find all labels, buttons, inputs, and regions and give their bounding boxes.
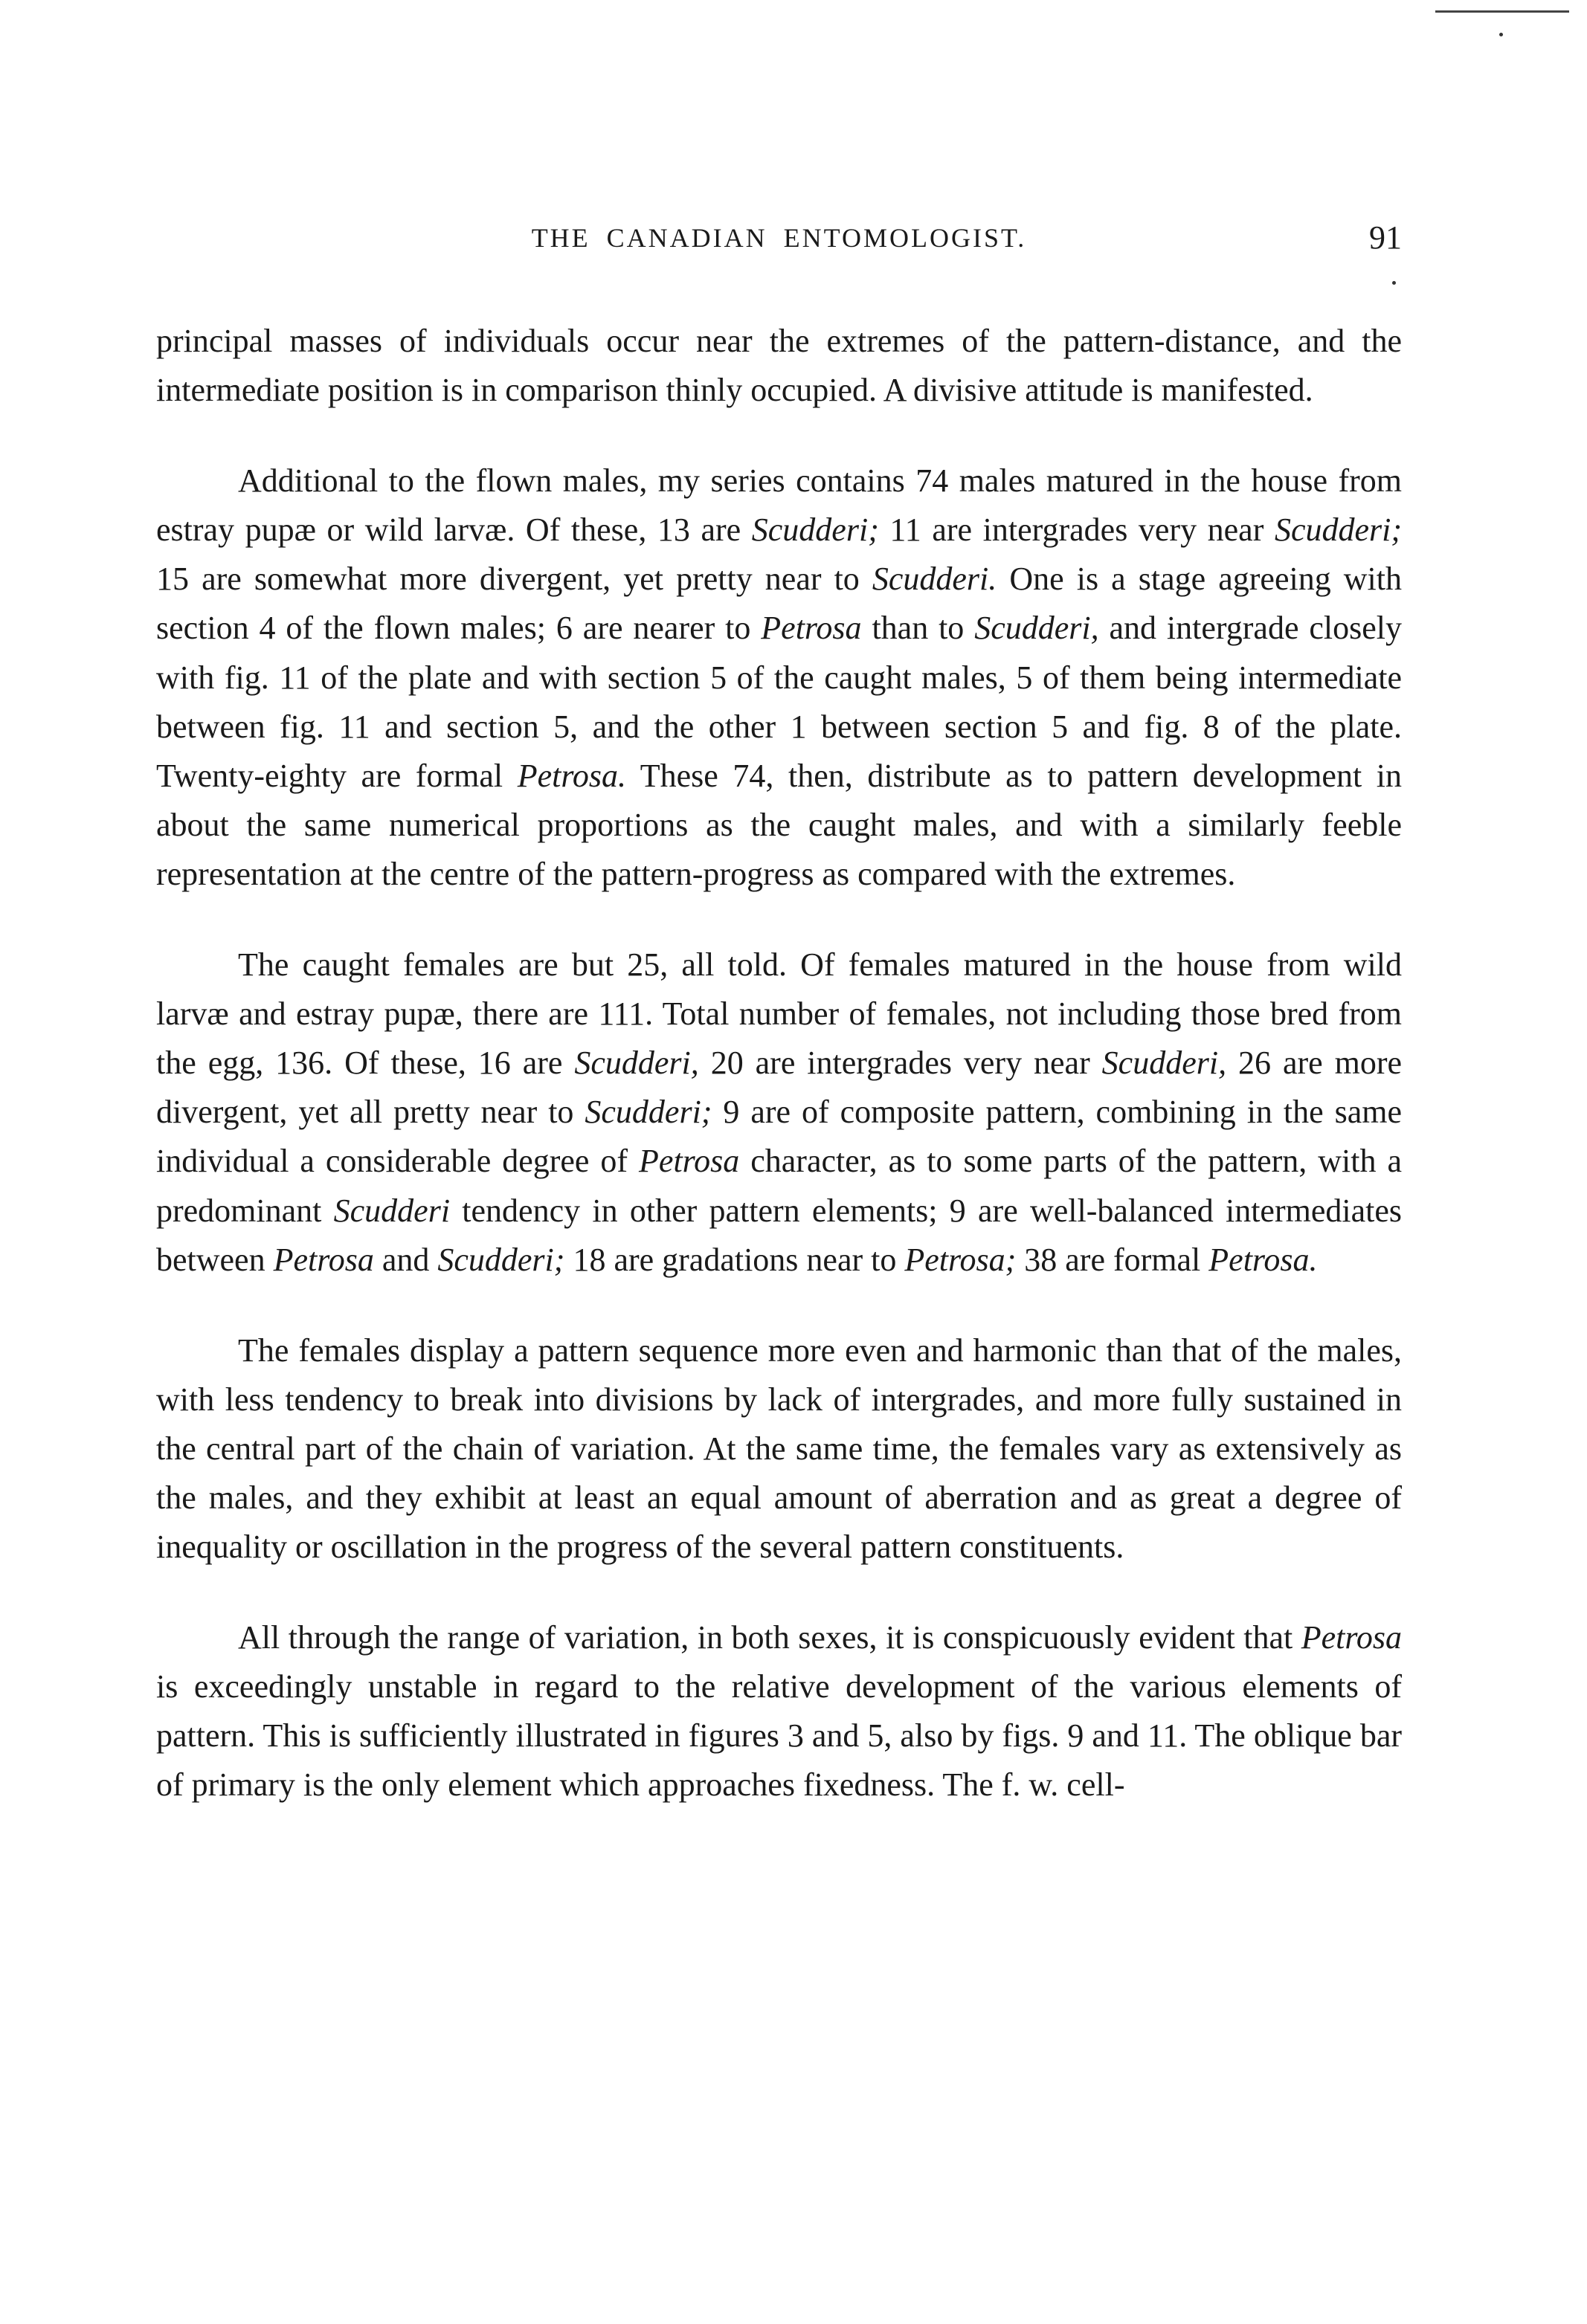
species-name: Scudderi, [574,1045,699,1082]
text-run: Additional to the flown males, my series contains 74 males matured in the house from estray pupæ or wild larvæ. Of these, 13 are [156,462,1402,549]
species-name: Scudderi [333,1192,451,1229]
paragraph [156,1613,1402,1810]
species-name: Scudderi, [1101,1045,1227,1082]
text-run: than to [861,610,975,647]
print-speck [1392,281,1396,285]
text-run: 15 are somewhat more divergent, yet pretty near to [156,561,872,598]
text-run: 26 are more divergent, yet all pretty near to [156,1045,1402,1131]
text-run: principal masses of individuals occur near the extremes of the pattern-distance, and the intermediate position is in comparison thinly occupied. A divisive attitude is manifested. [156,323,1402,409]
species-name: Scudderi. [872,561,997,598]
species-name: Petrosa [273,1241,374,1278]
species-name: Petrosa. [517,757,626,794]
text-run: 11 are intergrades very near [878,511,1275,549]
species-name: Scudderi; [437,1241,565,1278]
paragraph [156,1326,1402,1572]
text-run: One is a stage agreeing with section 4 of the flown males; 6 are nearer to [156,561,1402,647]
species-name: Petrosa. [1208,1241,1318,1278]
top-edge-rule [1435,10,1569,13]
species-name: Scudderi; [751,511,879,549]
page-number: 91 [1369,219,1402,256]
text-run: These 74, then, distribute as to pattern development in about the same numerical proportions as the caught males, and with a similarly feeble representation at the centre of the pattern-progress as compared with the extremes. [156,757,1402,892]
paragraph [156,456,1402,899]
print-speck [1499,33,1503,36]
body-text [156,317,1402,1810]
text-run: The caught females are but 25, all told. Of females matured in the house from wild larvæ and estray pupæ, there are 111. Total number of females, not including those bred from the egg, 136. Of these, 16 are [156,946,1402,1082]
text-run: The females display a pattern sequence more even and harmonic than that of the males, with less tendency to break into divisions by lack of intergrades, and more fully sustained in the central part of the chain of variation. At the same time, the females vary as extensively as the males, and they exhibit at least an equal amount of aberration and as great a degree of inequality or oscillation in the progress of the several pattern constituents. [156,1332,1402,1566]
text-run: 20 are intergrades very near [698,1045,1102,1082]
text-run: is exceedingly unstable in regard to the relative development of the various elements of pattern. This is sufficiently illustrated in figures 3 and 5, also by figs. 9 and 11. The oblique bar of primary is the only element which approaches fixedness. The f. w. cell- [156,1668,1402,1804]
species-name: Petrosa [761,610,862,647]
text-run: All through the range of variation, in both sexes, it is conspicuously evident that [238,1619,1301,1656]
text-run: and intergrade closely with fig. 11 of the plate and with section 5 of the caught males, 5 of them being intermediate between fig. 11 and section 5, and the other 1 between section 5 and fig. 8 of the plate. Twenty-eighty are formal [156,610,1402,794]
species-name: Petrosa [1301,1619,1402,1656]
paragraph [156,317,1402,415]
text-run: 38 are formal [1016,1241,1209,1278]
species-name: Petrosa; [904,1241,1017,1278]
text-run: tendency in other pattern elements; 9 are well-balanced intermediates between [156,1192,1402,1278]
text-run: 9 are of composite pattern, combining in the same individual a considerable degree of [156,1094,1402,1180]
species-name: Petrosa [639,1143,740,1180]
page-header [156,216,1402,260]
text-run: character, as to some parts of the pattern, with a predominant [156,1143,1402,1229]
text-run: and [373,1241,438,1278]
species-name: Scudderi, [974,610,1099,647]
text-run: 18 are gradations near to [564,1241,905,1278]
species-name: Scudderi; [585,1094,712,1131]
species-name: Scudderi; [1274,511,1403,549]
paragraph [156,940,1402,1285]
running-title: THE CANADIAN ENTOMOLOGIST. [531,223,1027,253]
